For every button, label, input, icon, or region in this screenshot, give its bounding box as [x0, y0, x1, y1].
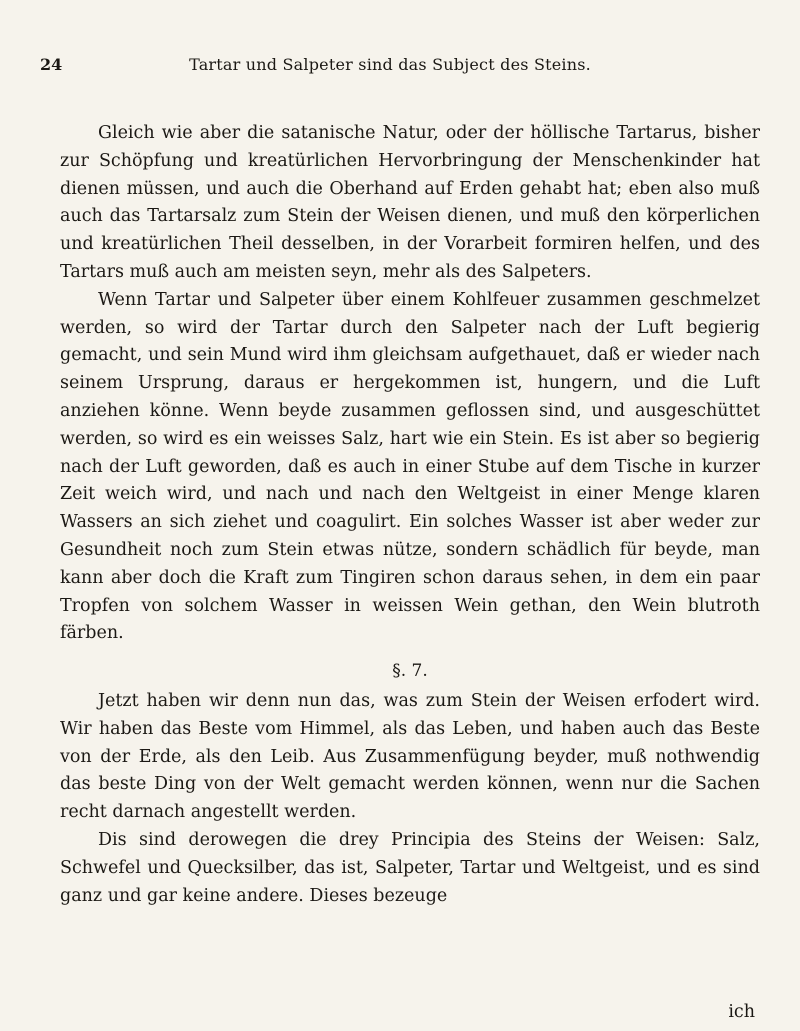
page-header	[40, 55, 740, 81]
page-number: 24	[40, 55, 63, 74]
body-text	[60, 120, 760, 910]
section-heading: §. 7.	[392, 661, 428, 682]
paragraph: Jetzt haben wir denn nun das, was zum Stein der Weisen erfodert wird. Wir haben das Beste vom Himmel, als das Leben, und haben auch das Beste von der Erde, als den Leib. Aus Zusammenfügung beyder, muß nothwendig das beste Ding von der Welt gemacht werden können, wenn nur die Sachen recht darnach angestellt werden.	[60, 690, 760, 823]
catchword: ich	[728, 1002, 755, 1022]
paragraph: Wenn Tartar und Salpeter über einem Kohlfeuer zusammen geschmelzet werden, so wird der Tartar durch den Salpeter nach der Luft begierig gemacht, und sein Mund wird ihm gleichsam aufgethauet, daß er wieder nach seinem Ursprung, daraus er hergekommen ist, hungern, und die Luft anziehen könne. Wenn beyde zusammen geflossen sind, und ausgeschüttet werden, so wird es ein weisses Salz, hart wie ein Stein. Es ist aber so begierig nach der Luft geworden, daß es auch in einer Stube auf dem Tische in kurzer Zeit weich wird, und nach und nach den Weltgeist in einer Menge klaren Wassers an sich ziehet und coagulirt. Ein solches Wasser ist aber weder zur Gesundheit noch zum Stein etwas nütze, sondern schädlich für beyde, man kann aber doch die Kraft zum Tingiren schon daraus sehen, in dem ein paar Tropfen von solchem Wasser in weissen Wein gethan, den Wein blutroth färben.	[60, 289, 760, 644]
running-title: Tartar und Salpeter sind das Subject des Steins.	[189, 55, 591, 74]
paragraph: Dis sind derowegen die drey Principia des Steins der Weisen: Salz, Schwefel und Quecksilber, das ist, Salpeter, Tartar und Weltgeist, und es sind ganz und gar keine andere. Dieses bezeuge	[60, 829, 760, 906]
paragraph: Gleich wie aber die satanische Natur, oder der höllische Tartarus, bisher zur Schöpfung und kreatürlichen Hervorbringung der Menschenkinder hat dienen müssen, und auch die Oberhand auf Erden gehabt hat; eben also muß auch das Tartarsalz zum Stein der Weisen dienen, und muß den körperlichen und kreatürlichen Theil desselben, in der Vorarbeit formiren helfen, und des Tartars muß auch am meisten seyn, mehr als des Salpeters.	[60, 123, 760, 282]
